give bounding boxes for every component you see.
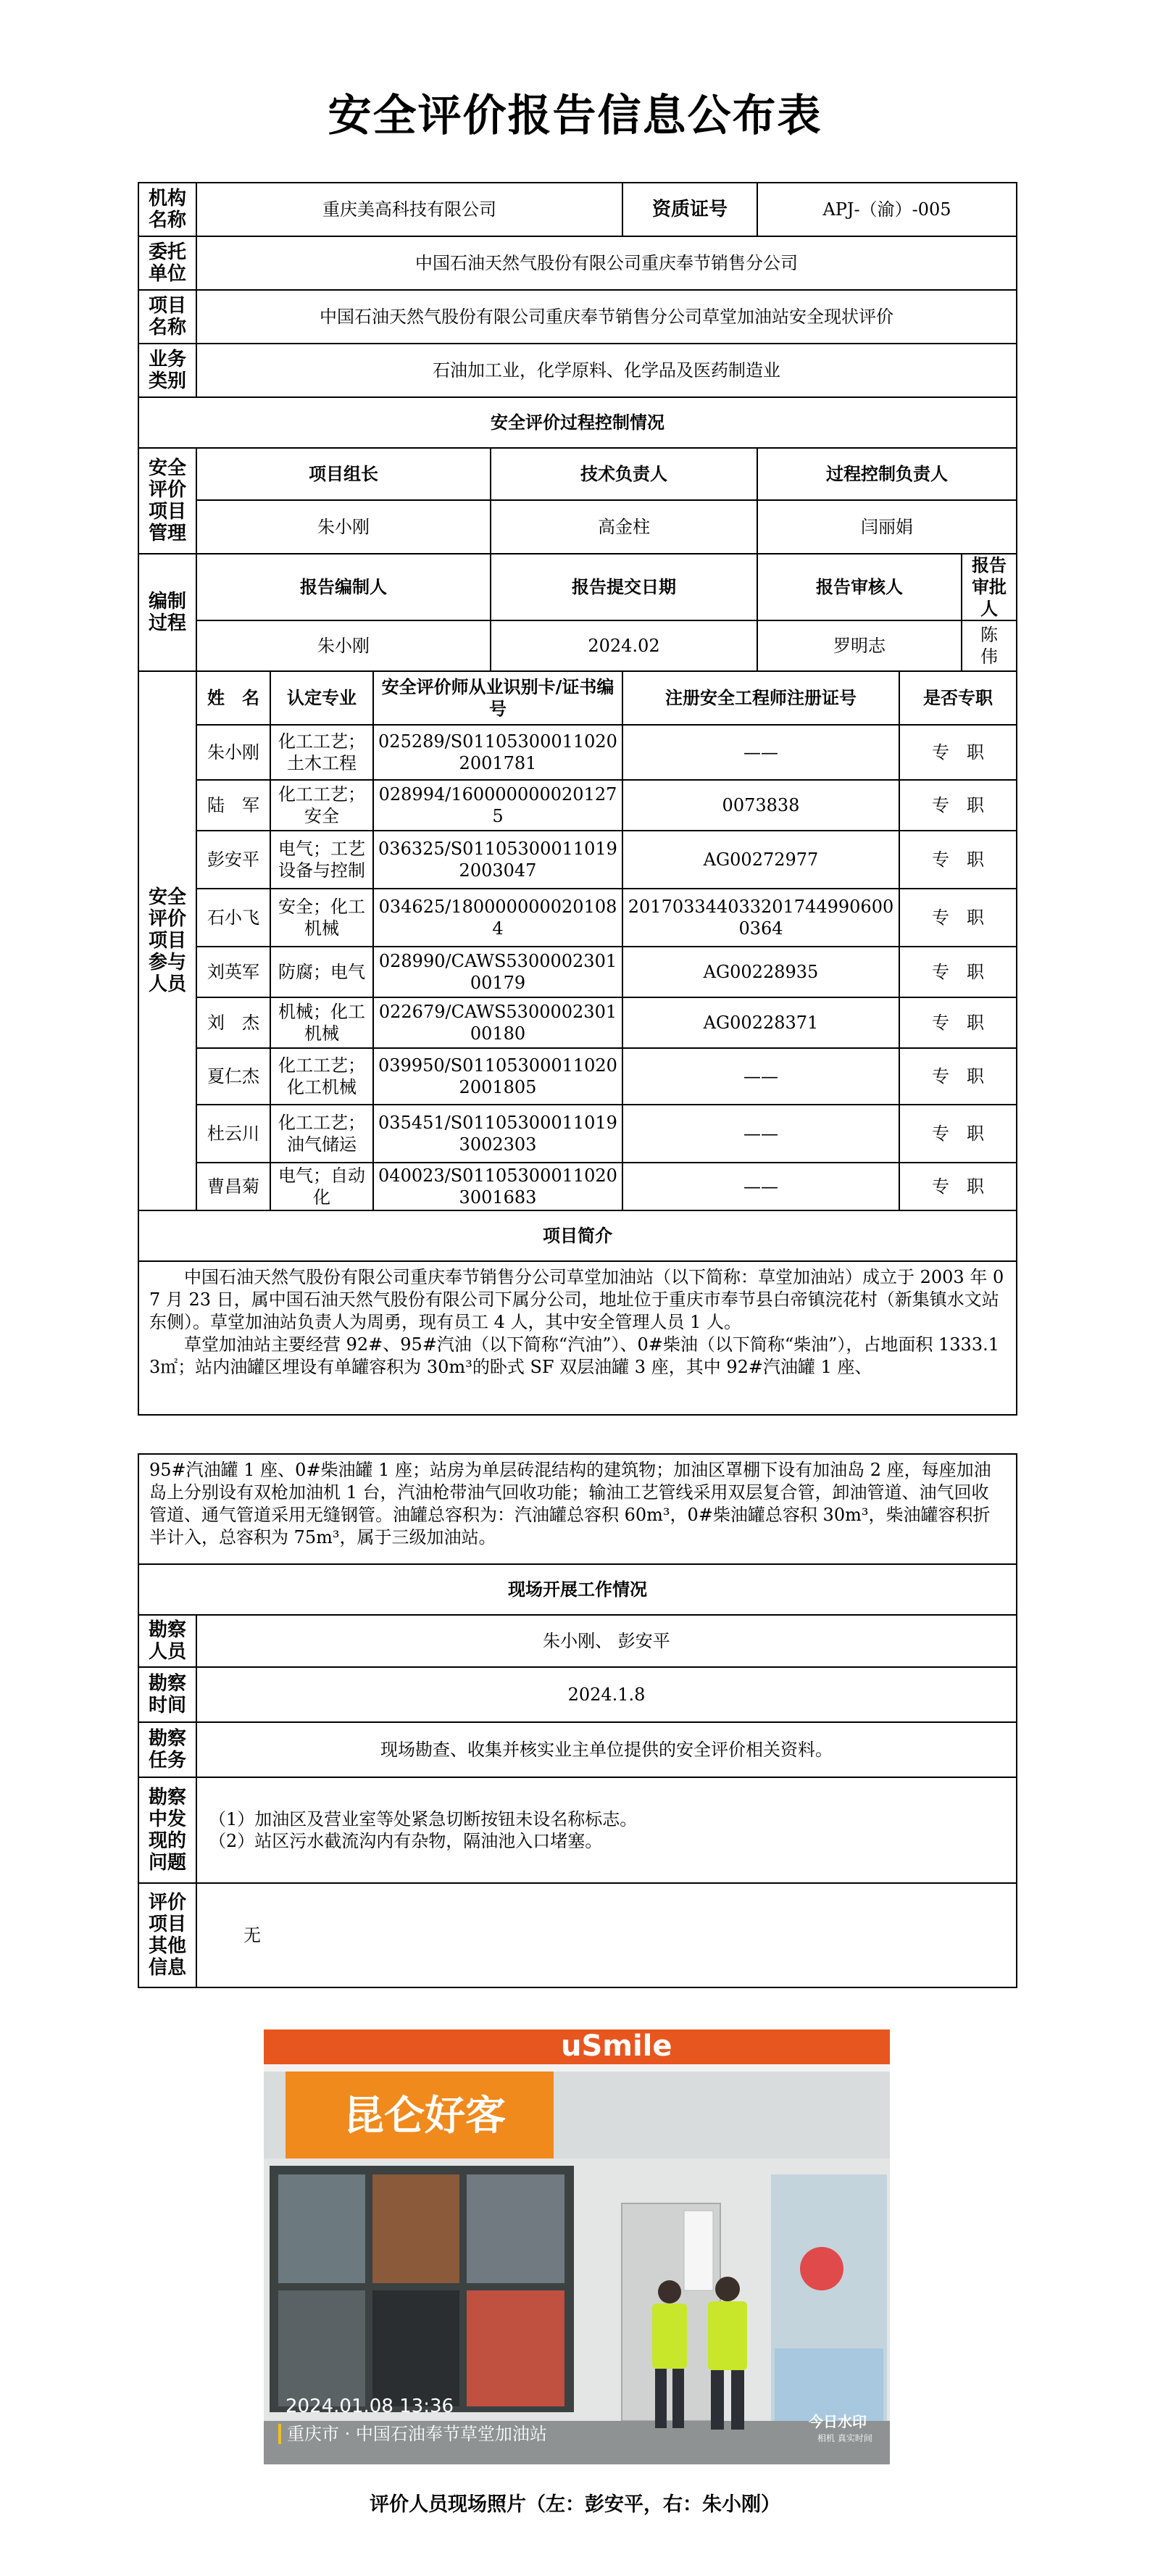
participant-cert: 034625/1800000000201084 (373, 889, 622, 947)
participant-fulltime: 专 职 (899, 889, 1017, 947)
participant-name: 彭安平 (196, 831, 270, 889)
management-tech: 高金柱 (491, 500, 757, 554)
participant-major: 化工工艺；土木工程 (270, 725, 373, 780)
other-value: 无 (196, 1883, 1017, 1987)
participant-cert: 028990/CAWS530000230100179 (373, 947, 622, 997)
project-value: 中国石油天然气股份有限公司重庆奉节销售分公司草堂加油站安全现状评价 (196, 290, 1017, 344)
management-header-control: 过程控制负责人 (757, 448, 1017, 500)
site-photo (264, 2029, 890, 2464)
participant-name: 杜云川 (196, 1105, 270, 1163)
intro-paragraph: 中国石油天然气股份有限公司重庆奉节销售分公司草堂加油站（以下简称：草堂加油站）成立于 2003 年 07 月 23 日，属中国石油天然气股份有限公司下属分公司，地址位于重庆市奉节县白帝镇浣花村（新集镇水文站东侧）。草堂加油站负责人为周勇，现有员工 4 人，其中安全管理人员 1 人。 (149, 1267, 1004, 1332)
participant-name: 石小飞 (196, 889, 270, 947)
process-header: 安全评价过程控制情况 (138, 397, 1017, 448)
issue-item: （2）站区污水截流沟内有杂物，隔油池入口堵塞。 (209, 1831, 603, 1851)
compile-header-approver: 报告审批人 (962, 554, 1017, 620)
client-value: 中国石油天然气股份有限公司重庆奉节销售分公司 (196, 236, 1017, 290)
participant-cert: 035451/S011053000110193002303 (373, 1105, 622, 1163)
participant-reg: 0073838 (622, 780, 899, 831)
compile-label: 编制过程 (138, 554, 196, 671)
participant-fulltime: 专 职 (899, 1105, 1017, 1163)
cert-label: 资质证号 (622, 183, 757, 236)
cert-value: APJ-（渝）-005 (757, 183, 1017, 236)
compile-header-author: 报告编制人 (196, 554, 491, 620)
time-value: 2024.1.8 (196, 1667, 1017, 1722)
participant-reg: AG00272977 (622, 831, 899, 889)
org-label: 机构名称 (138, 183, 196, 236)
participant-fulltime: 专 职 (899, 997, 1017, 1048)
participant-fulltime: 专 职 (899, 780, 1017, 831)
client-label: 委托单位 (138, 236, 196, 290)
brand-text: uSmile (561, 2029, 672, 2063)
table-row (138, 997, 1017, 1048)
info-table (138, 182, 1017, 1416)
project-label: 项目名称 (138, 290, 196, 344)
site-photo-scene (264, 2029, 890, 2464)
intro-continued (138, 1454, 1017, 1564)
compile-header-date: 报告提交日期 (491, 554, 757, 620)
compile-author: 朱小刚 (196, 620, 491, 671)
participant-cert: 039950/S011053000110202001805 (373, 1048, 622, 1105)
participants-header-reg: 注册安全工程师注册证号 (622, 671, 899, 725)
task-value: 现场勘查、收集并核实业主单位提供的安全评价相关资料。 (196, 1722, 1017, 1777)
store-name-text: 昆仑好客 (343, 2093, 506, 2140)
intro-paragraph: 草堂加油站主要经营 92#、95#汽油（以下简称“汽油”）、0#柴油（以下简称“柴油”），占地面积 1333.13㎡；站内油罐区埋设有单罐容积为 30m³的卧式 SF 双层油罐 3 座，其中 92#汽油罐 1 座、 (149, 1334, 999, 1377)
compile-approver: 陈 伟 (962, 620, 1017, 671)
participant-name: 刘 杰 (196, 997, 270, 1048)
photo-location: 重庆市 · 中国石油奉节草堂加油站 (287, 2424, 547, 2444)
participants-header-fulltime: 是否专职 (899, 671, 1017, 725)
participant-reg: —— (622, 1048, 899, 1105)
participant-name: 刘英军 (196, 947, 270, 997)
watermark-text: 今日水印 (809, 2413, 867, 2430)
compile-reviewer: 罗明志 (757, 620, 962, 671)
watermark-sub-text: 相机 真实时间 (817, 2433, 872, 2443)
participant-reg: —— (622, 1105, 899, 1163)
participant-fulltime: 专 职 (899, 1048, 1017, 1105)
participant-major: 化工工艺；油气储运 (270, 1105, 373, 1163)
issues-label: 勘察中发现的问题 (138, 1777, 196, 1883)
site-table (138, 1453, 1017, 1988)
table-row (138, 831, 1017, 889)
management-leader: 朱小刚 (196, 500, 491, 554)
intro-body (138, 1261, 1017, 1415)
participant-name: 夏仁杰 (196, 1048, 270, 1105)
participant-fulltime: 专 职 (899, 831, 1017, 889)
management-label: 安全评价项目管理 (138, 448, 196, 554)
site-header: 现场开展工作情况 (138, 1564, 1017, 1615)
business-value: 石油加工业，化学原料、化学品及医药制造业 (196, 344, 1017, 397)
participants-header-name: 姓 名 (196, 671, 270, 725)
participant-reg: AG00228371 (622, 997, 899, 1048)
intro-paragraph: 95#汽油罐 1 座、0#柴油罐 1 座；站房为单层砖混结构的建筑物；加油区罩棚下设有加油岛 2 座，每座加油岛上分别设有双枪加油机 1 台，汽油枪带油气回收功能；输油工艺管线采用双层复合管，卸油管道、油气回收管道、通气管道采用无缝钢管。油罐总容积为：汽油罐总容积 60m³，0#柴油罐总容积 30m³，柴油罐容积折半计入，总容积为 75m³，属于三级加油站。 (149, 1460, 991, 1547)
participant-cert: 025289/S011053000110202001781 (373, 725, 622, 780)
participants-header-cert: 安全评价师从业识别卡/证书编号 (373, 671, 622, 725)
photo-caption: 评价人员现场照片（左：彭安平，右：朱小刚） (370, 2493, 780, 2516)
participant-major: 安全；化工机械 (270, 889, 373, 947)
personnel-label: 勘察人员 (138, 1615, 196, 1667)
participant-major: 电气；工艺设备与控制 (270, 831, 373, 889)
org-value: 重庆美高科技有限公司 (196, 183, 622, 236)
other-label: 评价项目其他信息 (138, 1883, 196, 1987)
participant-name: 曹昌菊 (196, 1163, 270, 1210)
compile-date: 2024.02 (491, 620, 757, 671)
management-header-tech: 技术负责人 (491, 448, 757, 500)
participant-reg: —— (622, 1163, 899, 1210)
participant-fulltime: 专 职 (899, 1163, 1017, 1210)
participant-fulltime: 专 职 (899, 725, 1017, 780)
table-row (138, 725, 1017, 780)
issues-value (196, 1777, 1017, 1883)
task-label: 勘察任务 (138, 1722, 196, 1777)
participant-name: 朱小刚 (196, 725, 270, 780)
table-row (138, 1048, 1017, 1105)
table-row (138, 780, 1017, 831)
personnel-value: 朱小刚、 彭安平 (196, 1615, 1017, 1667)
management-control: 闫丽娟 (757, 500, 1017, 554)
compile-header-reviewer: 报告审核人 (757, 554, 962, 620)
management-header-leader: 项目组长 (196, 448, 491, 500)
participant-major: 机械；化工机械 (270, 997, 373, 1048)
participants-label: 安全评价项目参与人员 (138, 671, 196, 1210)
business-label: 业务类别 (138, 344, 196, 397)
participant-reg: —— (622, 725, 899, 780)
photo-timestamp: 2024.01.08 13:36 (286, 2396, 454, 2417)
participant-major: 电气；自动化 (270, 1163, 373, 1210)
time-label: 勘察时间 (138, 1667, 196, 1722)
table-row (138, 1105, 1017, 1163)
participant-cert: 036325/S011053000110192003047 (373, 831, 622, 889)
participant-major: 化工工艺；安全 (270, 780, 373, 831)
participant-major: 化工工艺；化工机械 (270, 1048, 373, 1105)
table-row (138, 947, 1017, 997)
table-row (138, 889, 1017, 947)
participant-cert: 028994/1600000000201275 (373, 780, 622, 831)
participant-major: 防腐；电气 (270, 947, 373, 997)
participant-reg: AG00228935 (622, 947, 899, 997)
table-row (138, 1163, 1017, 1210)
participant-cert: 040023/S011053000110203001683 (373, 1163, 622, 1210)
issue-item: （1）加油区及营业室等处紧急切断按钮未设名称标志。 (209, 1809, 638, 1829)
participants-header-major: 认定专业 (270, 671, 373, 725)
participant-fulltime: 专 职 (899, 947, 1017, 997)
intro-header: 项目简介 (138, 1210, 1017, 1261)
participant-reg: 2017033440332017449906000364 (622, 889, 899, 947)
page-title: 安全评价报告信息公布表 (328, 91, 822, 141)
participant-name: 陆 军 (196, 780, 270, 831)
participant-cert: 022679/CAWS530000230100180 (373, 997, 622, 1048)
